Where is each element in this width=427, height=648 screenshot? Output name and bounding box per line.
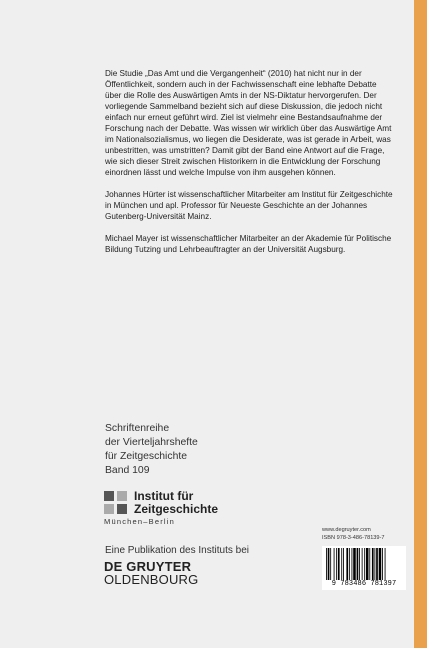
barcode-bars — [326, 548, 402, 580]
author-bio-mayer: Michael Mayer ist wissenschaftlicher Mitarbeiter an der Akademie für Politische Bildung Tutzing und Lehrbeauftragter an der Universität Augsburg. — [105, 234, 392, 254]
publication-note: Eine Publikation des Instituts bei — [105, 545, 249, 556]
institute-name-line2: Zeitgeschichte — [134, 502, 219, 516]
blurb-text — [105, 68, 395, 266]
series-line: für Zeitgeschichte — [105, 451, 188, 462]
publisher-name-line2: OLDENBOURG — [104, 572, 199, 587]
publisher-website: www.degruyter.com — [322, 527, 371, 533]
blurb-description: Die Studie „Das Amt und die Vergangenheit“ (2010) hat nicht nur in der Öffentlichkeit, sondern auch in der Fachwissenschaft eine lebhafte Debatte über die Rolle des Auswärtigen Amts in der NS-Diktatur hervorgerufen. Der vorliegende Sammelband bezieht sich auf diese Diskussion, die jedoch nicht einfach nur erneut geführt wird. Ziel ist vielmehr eine Bestandsaufnahme der Forschung nach der Debatte. Was wissen wir wirklich über das Auswärtige Amt im Nationalsozialismus, wo liegen die Desiderate, was ist gerade in Arbeit, was unbestritten, was umstritten? Damit gibt der Band eine Antwort auf die Frage, wie sich dieser Streit zwischen Historikern in die Entwicklung der Forschung einordnen lässt und welche Impulse von ihm ausgehen können. — [105, 69, 392, 177]
barcode — [322, 546, 406, 590]
author-bio-huerter: Johannes Hürter ist wissenschaftlicher Mitarbeiter am Institut für Zeitgeschichte in München und apl. Professor für Neueste Geschichte an der Johannes Gutenberg-Universität Mainz. — [105, 190, 393, 221]
barcode-digits: 9 783486 781397 — [331, 580, 397, 588]
isbn-number: ISBN 978-3-486-78139-7 — [322, 534, 385, 541]
series-volume: Band 109 — [105, 465, 150, 476]
publisher-logo — [104, 560, 198, 586]
institute-logo-mark — [104, 491, 128, 515]
series-line: Schriftenreihe — [105, 423, 170, 434]
institute-cities: München–Berlin — [104, 517, 175, 526]
series-info — [105, 422, 198, 478]
publisher-name-line1: DE GRUYTER — [104, 559, 192, 574]
book-info — [322, 527, 406, 542]
spine-stripe — [414, 0, 427, 648]
series-line: der Vierteljahrshefte — [105, 437, 198, 448]
institute-name-line1: Institut für — [134, 489, 194, 503]
